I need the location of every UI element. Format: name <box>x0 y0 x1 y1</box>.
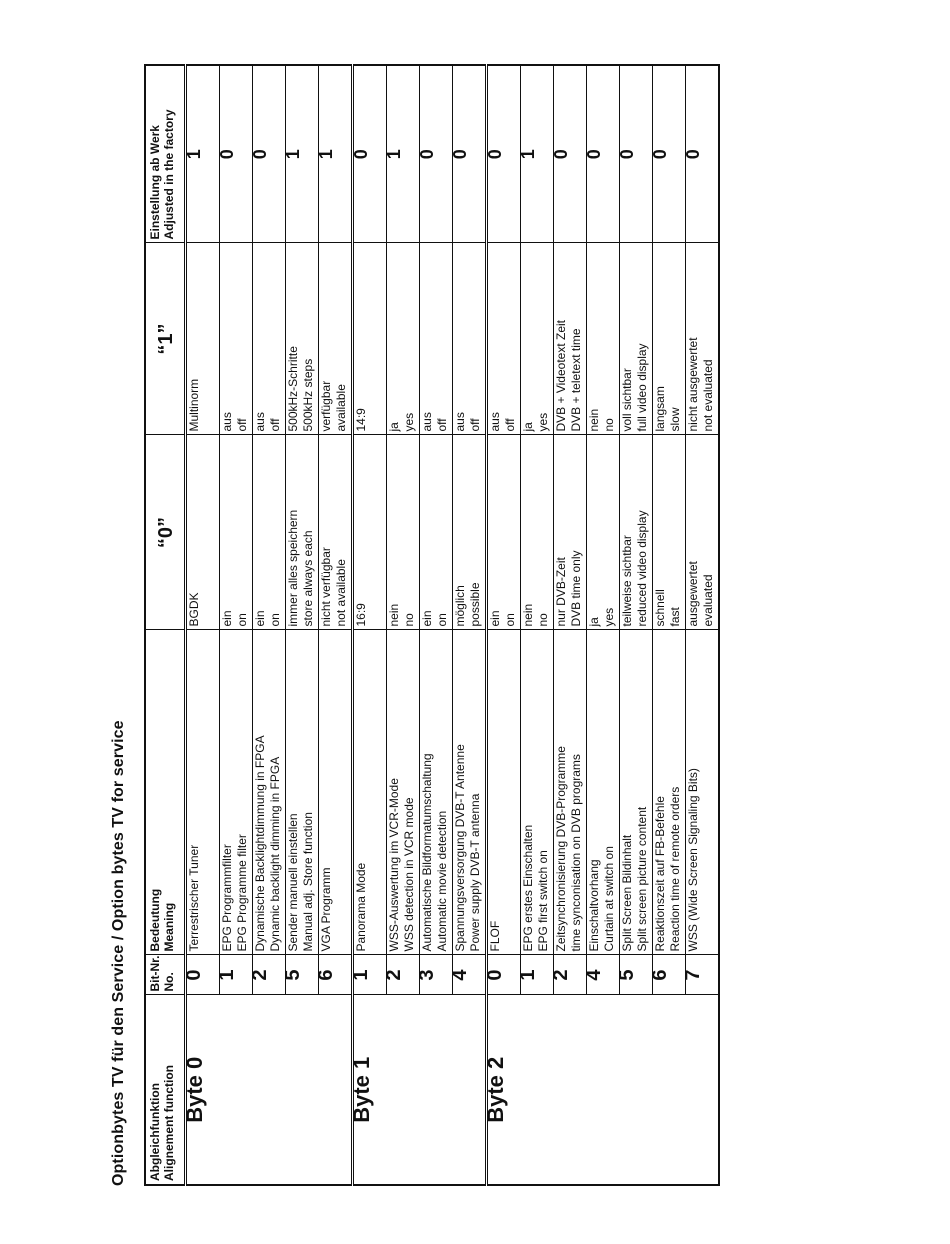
value-zero-cell-line: ein <box>488 610 502 627</box>
value-one-cell-line: nein <box>587 408 601 432</box>
factory-setting-value: 1 <box>521 65 554 243</box>
meaning-cell-line <box>202 634 217 952</box>
header-bit-number: Bit-Nr. No. <box>145 955 186 995</box>
value-zero-cell-line: ja <box>587 617 601 627</box>
value-zero-cell <box>186 435 220 630</box>
meaning-cell-line: Terrestrischer Tuner <box>187 844 201 952</box>
value-zero-cell-line: on <box>268 613 282 627</box>
value-one-cell <box>686 243 720 435</box>
meaning-cell <box>286 630 319 955</box>
value-one-cell-line: yes <box>402 412 416 432</box>
value-one-cell-line: Multinorm <box>187 378 201 432</box>
value-zero-cell <box>487 435 521 630</box>
meaning-cell-line: Manual adj. Store function <box>301 812 315 952</box>
value-one-cell-line: verfügbar <box>319 380 333 432</box>
value-zero-cell-line: nicht verfügbar <box>319 547 333 627</box>
meaning-cell-line: Sender manuell einstellen <box>286 813 300 952</box>
value-zero-cell-line: BGDK <box>187 592 201 627</box>
meaning-cell <box>487 630 521 955</box>
value-one-cell-line: aus <box>220 412 234 432</box>
value-one-cell-line: DVB + Videotext Zeit <box>554 319 568 432</box>
meaning-cell-line <box>334 634 349 952</box>
value-zero-cell <box>521 435 554 630</box>
value-zero-cell-line: on <box>435 613 449 627</box>
value-one-cell-line: off <box>503 418 517 432</box>
meaning-cell <box>587 630 620 955</box>
meaning-cell-line: EPG Programme filter <box>235 834 249 952</box>
value-zero-cell-line: nein <box>521 603 535 627</box>
value-one-cell-line: nicht ausgewertet <box>686 337 700 432</box>
meaning-cell <box>353 630 387 955</box>
bit-number: 2 <box>387 955 420 995</box>
value-zero-cell <box>286 435 319 630</box>
option-bytes-table <box>144 64 720 1186</box>
meaning-cell-line: EPG Programmfilter <box>220 844 234 952</box>
value-zero-cell-line: nur DVB-Zeit <box>554 557 568 627</box>
meaning-cell-line: Reaktionszeit auf FB-Befehle <box>653 796 667 952</box>
byte-label: Byte 0 <box>186 995 353 1185</box>
meaning-cell <box>554 630 587 955</box>
value-zero-cell <box>253 435 286 630</box>
value-one-cell-line: not evaluated <box>701 359 715 432</box>
bit-number: 1 <box>353 955 387 995</box>
meaning-cell-line: Curtain at switch on <box>602 846 616 952</box>
value-zero-cell-line: teilweise sichtbar <box>620 535 634 627</box>
value-one-cell <box>620 243 653 435</box>
value-one-cell-line: 14:9 <box>354 408 368 432</box>
value-zero-cell-line: reduced video display <box>635 510 649 627</box>
value-one-cell <box>420 243 453 435</box>
meaning-cell-line: Reaction time of remote orders <box>668 786 682 952</box>
table-row <box>487 65 521 1185</box>
factory-setting-value: 0 <box>587 65 620 243</box>
value-zero-cell-line: not available <box>334 559 348 627</box>
factory-setting-value: 1 <box>286 65 319 243</box>
meaning-cell-line: Einschaltvorhang <box>587 859 601 952</box>
factory-setting-value: 0 <box>220 65 253 243</box>
value-zero-cell-line: immer alles speichern <box>286 509 300 627</box>
meaning-cell-line <box>701 634 716 952</box>
bit-number: 1 <box>220 955 253 995</box>
value-one-cell-line: ja <box>387 422 401 432</box>
value-one-cell-line: aus <box>488 412 502 432</box>
meaning-cell-line: WSS detection in VCR mode <box>402 797 416 952</box>
value-one-cell <box>220 243 253 435</box>
value-zero-cell <box>387 435 420 630</box>
bit-number: 7 <box>686 955 720 995</box>
meaning-cell <box>453 630 487 955</box>
bit-number: 1 <box>521 955 554 995</box>
meaning-cell-line: EPG first switch on <box>536 850 550 952</box>
table-row <box>186 65 220 1185</box>
value-one-cell <box>653 243 686 435</box>
meaning-cell <box>521 630 554 955</box>
meaning-cell-line: Power supply DVB-T antenna <box>468 793 482 952</box>
value-one-cell-line: 500kHz steps <box>301 358 315 432</box>
meaning-cell-line: Spannungsversorgung DVB-T Antenne <box>453 744 467 952</box>
value-zero-cell-line: on <box>503 613 517 627</box>
value-one-cell-line: langsam <box>653 386 667 432</box>
meaning-cell-line: Dynamische Backlightdimmung in FPGA <box>253 735 267 952</box>
value-one-cell-line: DVB + teletext time <box>569 328 583 432</box>
header-factory-setting: Einstellung ab Werk Adjusted in the factory <box>145 65 186 243</box>
meaning-cell-line: VGA Programm <box>319 867 333 952</box>
value-one-cell-line: voll sichtbar <box>620 368 634 432</box>
bit-number: 6 <box>319 955 353 995</box>
value-one-cell-line <box>202 247 217 432</box>
bit-number: 5 <box>620 955 653 995</box>
document-title: Optionbytes TV für den Service / Option bytes TV for service <box>110 720 127 1186</box>
value-zero-cell-line: ein <box>220 610 234 627</box>
value-zero-cell-line: nein <box>387 603 401 627</box>
meaning-cell-line: Dynamic backlight dimming in FPGA <box>268 756 282 952</box>
value-one-cell <box>186 243 220 435</box>
header-value-one: “1” <box>145 243 186 435</box>
value-zero-cell <box>453 435 487 630</box>
value-zero-cell <box>220 435 253 630</box>
value-zero-cell-line: on <box>235 613 249 627</box>
value-zero-cell-line <box>202 439 217 627</box>
meaning-cell <box>220 630 253 955</box>
value-one-cell-line: yes <box>536 412 550 432</box>
value-zero-cell <box>686 435 720 630</box>
factory-setting-value: 0 <box>653 65 686 243</box>
meaning-cell-line: EPG erstes Einschalten <box>521 824 535 952</box>
header-value-zero: “0” <box>145 435 186 630</box>
factory-setting-value: 0 <box>686 65 720 243</box>
meaning-cell-line: WSS (Wide Screen Signaling Bits) <box>686 768 700 952</box>
value-zero-cell-line: möglich <box>453 585 467 627</box>
meaning-cell <box>186 630 220 955</box>
value-zero-cell-line: ein <box>253 610 267 627</box>
value-one-cell-line: 500kHz-Schritte <box>286 346 300 432</box>
factory-setting-value: 0 <box>420 65 453 243</box>
meaning-cell <box>620 630 653 955</box>
value-one-cell <box>319 243 353 435</box>
meaning-cell-line: FLOF <box>488 920 502 952</box>
table-header-row <box>145 65 186 1185</box>
value-one-cell <box>521 243 554 435</box>
value-one-cell <box>453 243 487 435</box>
meaning-cell-line: Automatische Bildformatumschaltung <box>420 753 434 952</box>
meaning-cell-line: Split Screen Bildinhalt <box>620 834 634 952</box>
meaning-cell <box>253 630 286 955</box>
value-one-cell <box>487 243 521 435</box>
bit-number: 2 <box>554 955 587 995</box>
value-zero-cell-line: no <box>536 613 550 627</box>
table-body <box>182 65 720 1185</box>
factory-setting-value: 1 <box>319 65 353 243</box>
factory-setting-value: 1 <box>186 65 220 243</box>
value-one-cell <box>554 243 587 435</box>
value-zero-cell-line: possible <box>468 582 482 627</box>
value-one-cell-line: full video display <box>635 343 649 432</box>
bit-number: 0 <box>186 955 220 995</box>
value-one-cell-line <box>369 247 384 432</box>
factory-setting-value: 0 <box>253 65 286 243</box>
header-meaning: Bedeutung Meaning <box>145 630 186 955</box>
factory-setting-value: 0 <box>487 65 521 243</box>
value-zero-cell <box>587 435 620 630</box>
factory-setting-value: 0 <box>453 65 487 243</box>
bit-number: 2 <box>253 955 286 995</box>
meaning-cell-line: WSS-Auswertung im VCR-Mode <box>387 778 401 952</box>
value-one-cell <box>286 243 319 435</box>
bit-number: 4 <box>587 955 620 995</box>
meaning-cell <box>387 630 420 955</box>
value-zero-cell-line: store always each <box>301 530 315 627</box>
value-one-cell-line: ja <box>521 422 535 432</box>
bit-number: 6 <box>653 955 686 995</box>
byte-label: Byte 2 <box>487 995 720 1185</box>
bit-number: 0 <box>487 955 521 995</box>
value-zero-cell-line <box>369 439 384 627</box>
value-zero-cell <box>620 435 653 630</box>
value-one-cell <box>587 243 620 435</box>
document-sheet <box>110 66 810 1186</box>
value-one-cell <box>253 243 286 435</box>
value-zero-cell-line: ein <box>420 610 434 627</box>
meaning-cell-line: Automatic movie detection <box>435 810 449 952</box>
value-one-cell-line: off <box>235 418 249 432</box>
value-zero-cell-line: evaluated <box>701 574 715 627</box>
value-zero-cell-line: yes <box>602 607 616 627</box>
value-zero-cell-line: schnell <box>653 589 667 627</box>
value-one-cell-line: no <box>602 418 616 432</box>
meaning-cell-line: Panorama Mode <box>354 862 368 952</box>
value-one-cell <box>353 243 387 435</box>
value-zero-cell <box>353 435 387 630</box>
value-one-cell-line: off <box>468 418 482 432</box>
meaning-cell <box>319 630 353 955</box>
value-one-cell <box>387 243 420 435</box>
bit-number: 4 <box>453 955 487 995</box>
meaning-cell-line: Zeitsynchronisierung DVB-Programme <box>554 746 568 952</box>
factory-setting-value: 0 <box>620 65 653 243</box>
value-one-cell-line: slow <box>668 407 682 432</box>
value-one-cell-line: aus <box>420 412 434 432</box>
value-zero-cell-line: 16:9 <box>354 603 368 627</box>
value-zero-cell <box>319 435 353 630</box>
meaning-cell-line <box>369 634 384 952</box>
value-zero-cell-line: no <box>402 613 416 627</box>
value-zero-cell-line: fast <box>668 607 682 627</box>
meaning-cell <box>653 630 686 955</box>
meaning-cell-line <box>503 634 518 952</box>
factory-setting-value: 0 <box>353 65 387 243</box>
meaning-cell-line: time synconisation on DVB programs <box>569 754 583 952</box>
value-zero-cell-line: ausgewertet <box>686 561 700 627</box>
factory-setting-value: 0 <box>554 65 587 243</box>
value-one-cell-line: aus <box>253 412 267 432</box>
value-one-cell-line: off <box>435 418 449 432</box>
table-row <box>353 65 387 1185</box>
value-one-cell-line: aus <box>453 412 467 432</box>
meaning-cell-line: Split screen picture content <box>635 806 649 952</box>
header-alignment-function: Abgleichfunktion Alignement function <box>145 995 186 1185</box>
meaning-cell <box>686 630 720 955</box>
meaning-cell <box>420 630 453 955</box>
value-one-cell-line: available <box>334 384 348 432</box>
bit-number: 5 <box>286 955 319 995</box>
value-zero-cell <box>554 435 587 630</box>
byte-label: Byte 1 <box>353 995 487 1185</box>
bit-number: 3 <box>420 955 453 995</box>
value-zero-cell <box>653 435 686 630</box>
factory-setting-value: 1 <box>387 65 420 243</box>
value-zero-cell <box>420 435 453 630</box>
value-zero-cell-line: DVB time only <box>569 550 583 627</box>
value-one-cell-line: off <box>268 418 282 432</box>
